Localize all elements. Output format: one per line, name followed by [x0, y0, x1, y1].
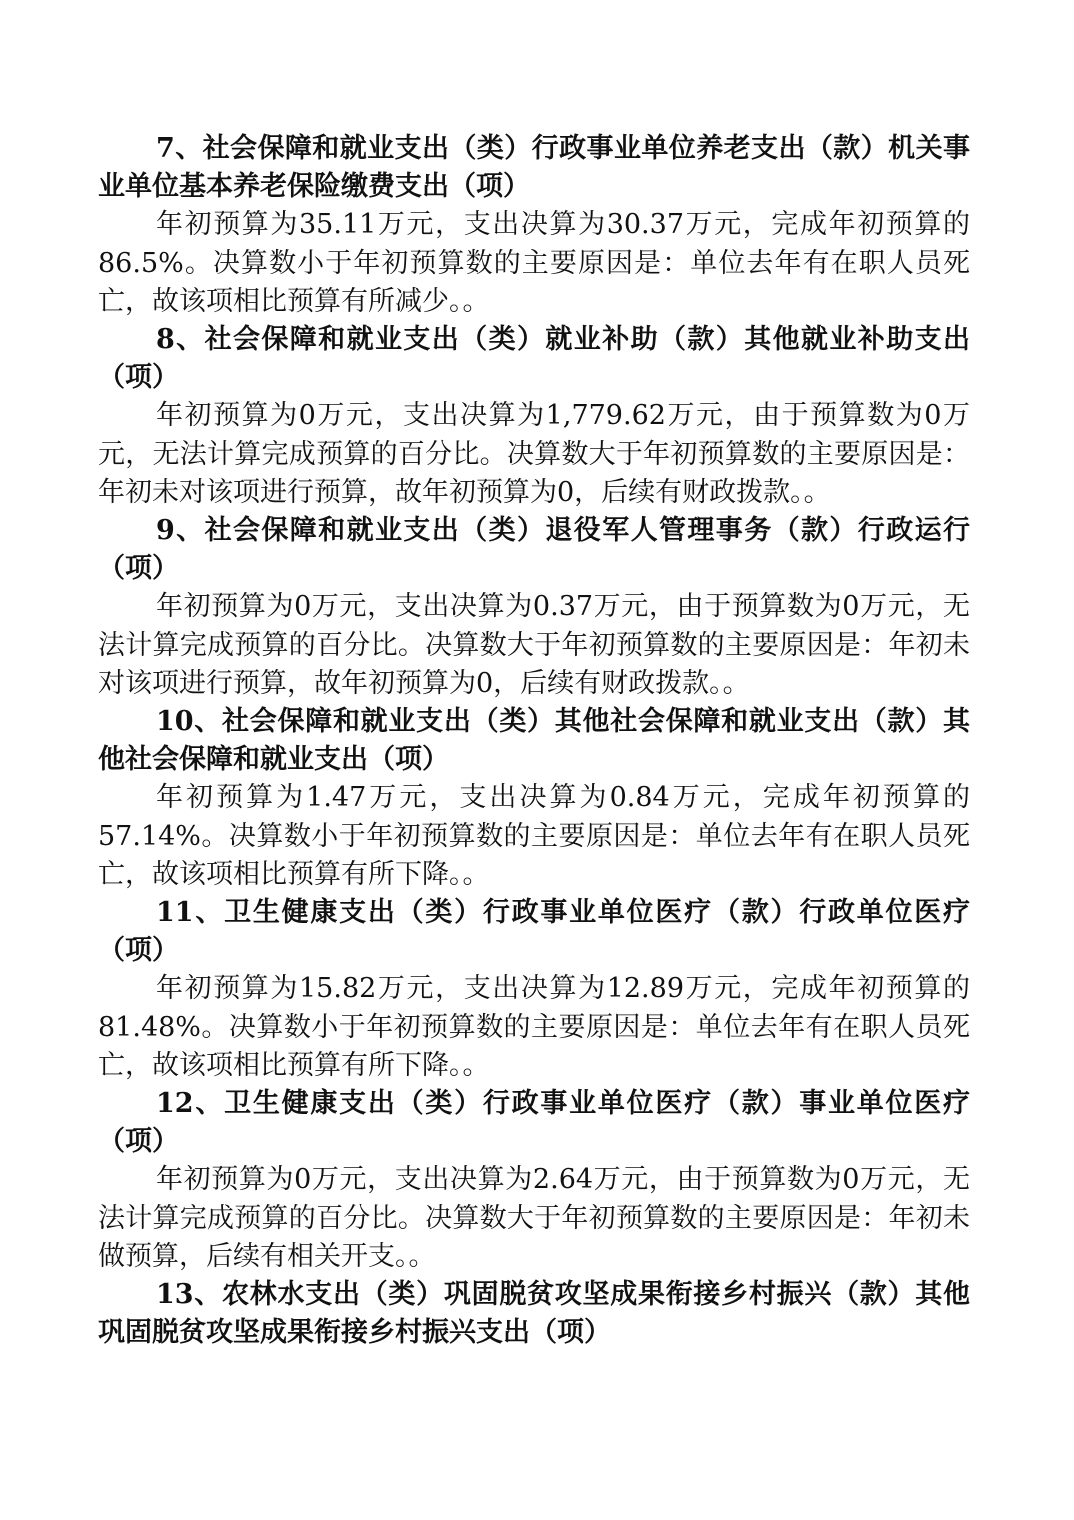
section-heading: 13、农林水支出（类）巩固脱贫攻坚成果衔接乡村振兴（款）其他巩固脱贫攻坚成果衔接乡村振兴支出（项）	[98, 1279, 970, 1349]
section-item-7	[98, 130, 970, 321]
section-paragraph: 年初预算为15.82万元，支出决算为12.89万元，完成年初预算的81.48%。决算数小于年初预算数的主要原因是：单位去年有在职人员死亡，故该项相比预算有所下降。。	[98, 973, 970, 1081]
document-body	[98, 130, 970, 1353]
section-heading: 12、卫生健康支出（类）行政事业单位医疗（款）事业单位医疗（项）	[98, 1088, 970, 1158]
section-item-9	[98, 512, 970, 703]
section-item-12	[98, 1085, 970, 1276]
section-paragraph: 年初预算为0万元，支出决算为0.37万元，由于预算数为0万元，无法计算完成预算的百分比。决算数大于年初预算数的主要原因是：年初未对该项进行预算，故年初预算为0，后续有财政拨款。。	[98, 591, 970, 699]
section-heading: 8、社会保障和就业支出（类）就业补助（款）其他就业补助支出（项）	[98, 324, 970, 394]
section-heading: 10、社会保障和就业支出（类）其他社会保障和就业支出（款）其他社会保障和就业支出（项）	[98, 706, 970, 776]
section-paragraph: 年初预算为0万元，支出决算为2.64万元，由于预算数为0万元，无法计算完成预算的百分比。决算数大于年初预算数的主要原因是：年初未做预算，后续有相关开支。。	[98, 1164, 970, 1272]
section-heading: 7、社会保障和就业支出（类）行政事业单位养老支出（款）机关事业单位基本养老保险缴费支出（项）	[98, 133, 970, 203]
section-heading: 9、社会保障和就业支出（类）退役军人管理事务（款）行政运行（项）	[98, 515, 970, 585]
section-paragraph: 年初预算为1.47万元，支出决算为0.84万元，完成年初预算的57.14%。决算数小于年初预算数的主要原因是：单位去年有在职人员死亡，故该项相比预算有所下降。。	[98, 782, 970, 890]
section-item-10	[98, 703, 970, 894]
section-item-11	[98, 894, 970, 1085]
section-item-8	[98, 321, 970, 512]
section-paragraph: 年初预算为35.11万元，支出决算为30.37万元，完成年初预算的86.5%。决算数小于年初预算数的主要原因是：单位去年有在职人员死亡，故该项相比预算有所减少。。	[98, 209, 970, 317]
section-item-13	[98, 1276, 970, 1352]
section-paragraph: 年初预算为0万元，支出决算为1,779.62万元，由于预算数为0万元，无法计算完成预算的百分比。决算数大于年初预算数的主要原因是：年初未对该项进行预算，故年初预算为0，后续有财政拨款。。	[98, 400, 970, 508]
section-heading: 11、卫生健康支出（类）行政事业单位医疗（款）行政单位医疗（项）	[98, 897, 970, 967]
